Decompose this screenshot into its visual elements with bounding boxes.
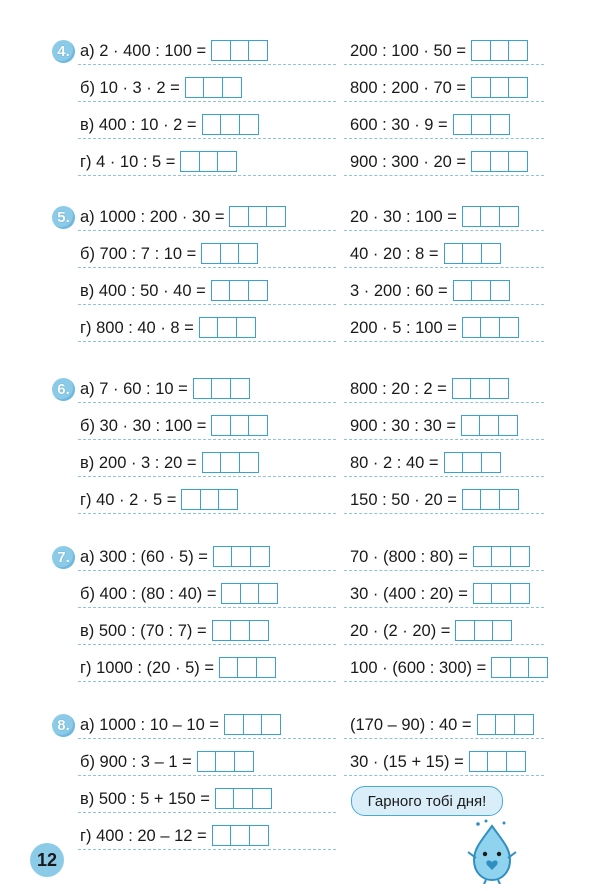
dashed-rule: [78, 304, 336, 305]
dashed-rule: [78, 175, 336, 176]
left-expression: [80, 151, 237, 172]
expression-text: б) 10 · 3 · 2 =: [80, 78, 180, 97]
expression-text: а) 2 · 400 : 100 =: [80, 41, 207, 60]
expression-text: 30 · (15 + 15) =: [350, 752, 464, 771]
task-row: [0, 651, 600, 687]
answer-boxes[interactable]: [477, 714, 534, 735]
answer-boxes[interactable]: [455, 620, 512, 641]
task-row: [0, 311, 600, 347]
answer-boxes[interactable]: [215, 788, 272, 809]
task-row: [0, 34, 600, 70]
answer-boxes[interactable]: [462, 317, 519, 338]
left-expression: [80, 415, 268, 436]
expression-text: а) 1000 : 200 · 30 =: [80, 207, 225, 226]
right-expression: [350, 657, 548, 678]
dashed-rule: [78, 101, 336, 102]
speech-bubble-text: Гарного тобі дня!: [367, 792, 487, 810]
expression-text: б) 900 : 3 – 1 =: [80, 752, 192, 771]
answer-boxes[interactable]: [181, 489, 238, 510]
answer-boxes[interactable]: [444, 452, 501, 473]
right-expression: [350, 151, 528, 172]
expression-text: а) 1000 : 10 – 10 =: [80, 715, 219, 734]
answer-boxes[interactable]: [193, 378, 250, 399]
expression-text: 150 : 50 · 20 =: [350, 490, 457, 509]
expression-text: а) 300 : (60 · 5) =: [80, 547, 208, 566]
speech-bubble: [351, 786, 503, 816]
task-row: [0, 200, 600, 236]
left-expression: [80, 489, 238, 510]
answer-boxes[interactable]: [471, 151, 528, 172]
dashed-rule: [344, 738, 544, 739]
right-expression: [350, 489, 519, 510]
page-number-badge: [30, 843, 64, 877]
expression-text: 800 : 20 : 2 =: [350, 379, 447, 398]
task-row: [0, 71, 600, 107]
answer-boxes[interactable]: [221, 583, 278, 604]
expression-text: 600 : 30 · 9 =: [350, 115, 448, 134]
answer-boxes[interactable]: [462, 206, 519, 227]
task-row: [0, 108, 600, 144]
right-expression: [350, 317, 519, 338]
answer-boxes[interactable]: [201, 243, 258, 264]
expression-text: в) 500 : (70 : 7) =: [80, 621, 207, 640]
answer-boxes[interactable]: [211, 415, 268, 436]
expression-text: б) 30 · 30 : 100 =: [80, 416, 207, 435]
dashed-rule: [344, 402, 544, 403]
dashed-rule: [78, 341, 336, 342]
dashed-rule: [78, 849, 336, 850]
answer-boxes[interactable]: [219, 657, 276, 678]
left-expression: [80, 77, 242, 98]
task-row: [0, 274, 600, 310]
dashed-rule: [78, 230, 336, 231]
dashed-rule: [344, 230, 544, 231]
answer-boxes[interactable]: [473, 546, 530, 567]
expression-text: в) 200 · 3 : 20 =: [80, 453, 197, 472]
left-expression: [80, 452, 259, 473]
answer-boxes[interactable]: [213, 546, 270, 567]
answer-boxes[interactable]: [224, 714, 281, 735]
task-number-badge: 5.: [52, 206, 75, 229]
dashed-rule: [78, 439, 336, 440]
task-row: [0, 237, 600, 273]
answer-boxes[interactable]: [453, 280, 510, 301]
left-expression: [80, 788, 272, 809]
left-expression: [80, 546, 270, 567]
answer-boxes[interactable]: [180, 151, 237, 172]
dashed-rule: [78, 513, 336, 514]
dashed-rule: [344, 476, 544, 477]
answer-boxes[interactable]: [453, 114, 510, 135]
expression-text: б) 400 : (80 : 40) =: [80, 584, 217, 603]
right-expression: [350, 40, 528, 61]
expression-text: 20 · 30 : 100 =: [350, 207, 457, 226]
expression-text: г) 40 · 2 · 5 =: [80, 490, 177, 509]
expression-text: г) 4 · 10 : 5 =: [80, 152, 176, 171]
answer-boxes[interactable]: [202, 452, 259, 473]
left-expression: [80, 114, 259, 135]
expression-text: в) 400 : 50 · 40 =: [80, 281, 206, 300]
task-row: [0, 708, 600, 744]
answer-boxes[interactable]: [185, 77, 242, 98]
page-number: 12: [36, 849, 58, 870]
answer-boxes[interactable]: [212, 825, 269, 846]
left-expression: [80, 825, 269, 846]
left-expression: [80, 620, 269, 641]
dashed-rule: [344, 513, 544, 514]
answer-boxes[interactable]: [211, 280, 268, 301]
expression-text: 200 : 100 · 50 =: [350, 41, 467, 60]
task-row: [0, 483, 600, 519]
answer-boxes[interactable]: [211, 40, 268, 61]
task-number-badge: 6.: [52, 378, 75, 401]
left-expression: [80, 317, 256, 338]
left-expression: [80, 378, 250, 399]
expression-text: 200 · 5 : 100 =: [350, 318, 457, 337]
dashed-rule: [78, 812, 336, 813]
dashed-rule: [78, 570, 336, 571]
answer-boxes[interactable]: [212, 620, 269, 641]
dashed-rule: [344, 607, 544, 608]
answer-boxes[interactable]: [229, 206, 286, 227]
expression-text: 3 · 200 : 60 =: [350, 281, 448, 300]
expression-text: 20 · (2 · 20) =: [350, 621, 451, 640]
expression-text: 800 : 200 · 70 =: [350, 78, 467, 97]
answer-boxes[interactable]: [461, 415, 518, 436]
right-expression: [350, 114, 510, 135]
expression-text: г) 400 : 20 – 12 =: [80, 826, 207, 845]
task-row: [0, 540, 600, 576]
dashed-rule: [78, 775, 336, 776]
left-expression: [80, 751, 254, 772]
expression-text: г) 1000 : (20 · 5) =: [80, 658, 214, 677]
right-expression: [350, 206, 519, 227]
expression-text: 30 · (400 : 20) =: [350, 584, 468, 603]
dashed-rule: [344, 175, 544, 176]
expression-text: 80 · 2 : 40 =: [350, 453, 439, 472]
dashed-rule: [344, 775, 544, 776]
task-row: [0, 782, 600, 818]
dashed-rule: [78, 402, 336, 403]
right-expression: [350, 751, 526, 772]
dashed-rule: [344, 644, 544, 645]
left-expression: [80, 206, 286, 227]
dashed-rule: [78, 476, 336, 477]
left-expression: [80, 243, 258, 264]
dashed-rule: [344, 101, 544, 102]
expression-text: б) 700 : 7 : 10 =: [80, 244, 197, 263]
task-number-badge: 7.: [52, 546, 75, 569]
task-number-badge: 4.: [52, 40, 75, 63]
right-expression: [350, 280, 510, 301]
answer-boxes[interactable]: [199, 317, 256, 338]
droplet-mascot-icon: [464, 818, 520, 884]
expression-text: г) 800 : 40 · 8 =: [80, 318, 194, 337]
right-expression: [350, 452, 501, 473]
dashed-rule: [78, 681, 336, 682]
answer-boxes[interactable]: [491, 657, 548, 678]
task-row: [0, 614, 600, 650]
answer-boxes[interactable]: [202, 114, 259, 135]
right-expression: [350, 714, 534, 735]
task-row: [0, 446, 600, 482]
task-row: [0, 145, 600, 181]
left-expression: [80, 714, 281, 735]
dashed-rule: [78, 64, 336, 65]
answer-boxes[interactable]: [462, 489, 519, 510]
expression-text: (170 – 90) : 40 =: [350, 715, 472, 734]
expression-text: а) 7 · 60 : 10 =: [80, 379, 188, 398]
dashed-rule: [78, 644, 336, 645]
answer-boxes[interactable]: [471, 40, 528, 61]
dashed-rule: [344, 681, 544, 682]
left-expression: [80, 657, 276, 678]
expression-text: в) 400 : 10 · 2 =: [80, 115, 197, 134]
right-expression: [350, 620, 512, 641]
dashed-rule: [78, 738, 336, 739]
dashed-rule: [344, 267, 544, 268]
right-expression: [350, 77, 528, 98]
expression-text: 40 · 20 : 8 =: [350, 244, 439, 263]
task-row: [0, 409, 600, 445]
answer-boxes[interactable]: [469, 751, 526, 772]
expression-text: 100 · (600 : 300) =: [350, 658, 487, 677]
dashed-rule: [78, 607, 336, 608]
expression-text: 900 : 30 : 30 =: [350, 416, 456, 435]
left-expression: [80, 40, 268, 61]
expression-text: 900 : 300 · 20 =: [350, 152, 467, 171]
right-expression: [350, 378, 509, 399]
task-row: [0, 372, 600, 408]
task-row: [0, 745, 600, 781]
dashed-rule: [344, 64, 544, 65]
left-expression: [80, 280, 268, 301]
expression-text: 70 · (800 : 80) =: [350, 547, 468, 566]
dashed-rule: [344, 439, 544, 440]
dashed-rule: [344, 341, 544, 342]
answer-boxes[interactable]: [452, 378, 509, 399]
dashed-rule: [78, 138, 336, 139]
right-expression: [350, 546, 530, 567]
right-expression: [350, 415, 518, 436]
answer-boxes[interactable]: [471, 77, 528, 98]
answer-boxes[interactable]: [444, 243, 501, 264]
dashed-rule: [344, 304, 544, 305]
answer-boxes[interactable]: [473, 583, 530, 604]
task-row: [0, 577, 600, 613]
answer-boxes[interactable]: [197, 751, 254, 772]
expression-text: в) 500 : 5 + 150 =: [80, 789, 210, 808]
left-expression: [80, 583, 278, 604]
dashed-rule: [344, 570, 544, 571]
right-expression: [350, 583, 530, 604]
task-number-badge: 8.: [52, 714, 75, 737]
dashed-rule: [344, 138, 544, 139]
dashed-rule: [78, 267, 336, 268]
right-expression: [350, 243, 501, 264]
